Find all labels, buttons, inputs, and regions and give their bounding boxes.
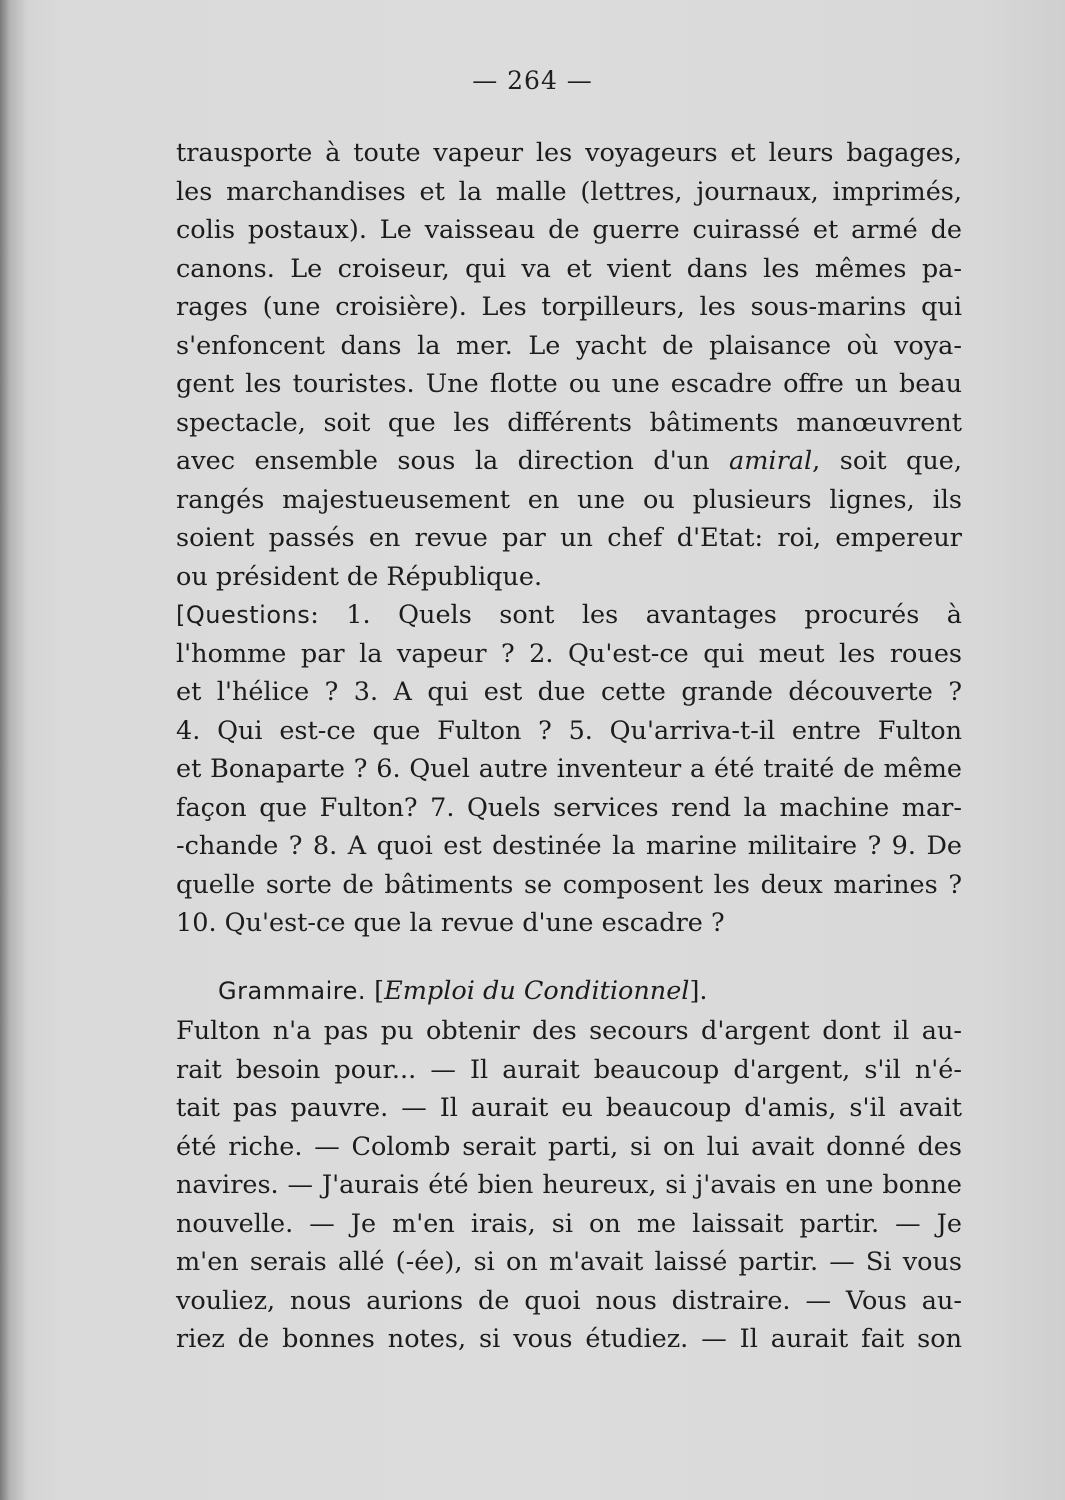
text-line: nouvelle. — Je m'en irais, si on me laissait partir. — Je [176, 1208, 962, 1239]
paragraph-ships [176, 134, 962, 596]
text-line: ou président de République. [176, 561, 543, 592]
text-line: spectacle, soit que les différents bâtiments manœuvrent [176, 407, 962, 438]
text-line: soient passés en revue par un chef d'Etat: roi, empereur [176, 523, 962, 553]
questions-label: [Questions [176, 601, 311, 629]
grammar-heading [218, 972, 708, 1010]
text-line: canons. Le croiseur, qui va et vient dans les mêmes pa- [176, 253, 962, 284]
text-line: s'enfoncent dans la mer. Le yacht de plaisance où voya- [176, 330, 962, 361]
text-line: colis postaux). Le vaisseau de guerre cuirassé et armé de [176, 215, 962, 245]
text-line: l'homme par la vapeur ? 2. Qu'est-ce qui meut les roues [176, 638, 962, 669]
text-line: rages (une croisière). Les torpilleurs, les sous-marins qui [176, 292, 962, 322]
text-line: m'en serais allé (-ée), si on m'avait laissé partir. — Si vous [176, 1247, 962, 1277]
text-line: navires. — J'aurais été bien heureux, si j'avais en une bonne [176, 1170, 962, 1200]
text-line: rait besoin pour... — Il aurait beaucoup d'argent, s'il n'é- [176, 1054, 962, 1085]
text-line: vouliez, nous aurions de quoi nous distraire. — Vous au- [176, 1285, 962, 1316]
text-line: Fulton n'a pas pu obtenir des secours d'argent dont il au- [176, 1016, 962, 1046]
text-line-with-italic [176, 442, 962, 481]
text-line: et Bonaparte ? 6. Quel autre inventeur a été traité de même [176, 754, 962, 784]
text-line: 10. Qu'est-ce que la revue d'une escadre ? [176, 908, 725, 938]
text-segment: ]. [689, 976, 708, 1006]
grammar-label: Grammaire. [218, 977, 367, 1005]
italic-word-amiral: amiral [729, 446, 813, 476]
text-line: façon que Fulton? 7. Quels services rend la machine mar- [176, 792, 962, 823]
text-line: et l'hélice ? 3. A qui est due cette grande découverte ? [176, 677, 962, 707]
text-line: riez de bonnes notes, si vous étudiez. — Il aurait fait son [176, 1324, 962, 1354]
text-line: rangés majestueusement en une ou plusieurs lignes, ils [176, 484, 962, 515]
text-line: tait pas pauvre. — Il aurait eu beaucoup d'amis, s'il avait [176, 1093, 962, 1123]
text-line: 4. Qui est-ce que Fulton ? 5. Qu'arriva-t-il entre Fulton [176, 715, 962, 746]
text-line: trausporte à toute vapeur les voyageurs et leurs bagages, [176, 138, 962, 168]
questions-section [176, 596, 962, 943]
questions-first-line [176, 596, 962, 635]
text-line: été riche. — Colomb serait parti, si on lui avait donné des [176, 1131, 962, 1162]
grammar-examples [176, 1012, 962, 1359]
text-line: -chande ? 8. A quoi est destinée la marine militaire ? 9. De [176, 831, 962, 861]
text-segment: : 1. Quels sont les avantages procurés à [310, 600, 962, 630]
text-line: quelle sorte de bâtiments se composent les deux marines ? [176, 869, 962, 900]
grammar-topic: Emploi du Conditionnel [384, 976, 690, 1006]
text-segment: avec ensemble sous la direction d'un [176, 446, 730, 476]
text-segment: , soit que, [812, 446, 962, 476]
text-line: gent les touristes. Une flotte ou une escadre offre un beau [176, 369, 962, 399]
text-segment: [ [366, 976, 385, 1006]
text-line: les marchandises et la malle (lettres, journaux, imprimés, [176, 176, 962, 207]
page-number: — 264 — [472, 66, 593, 95]
